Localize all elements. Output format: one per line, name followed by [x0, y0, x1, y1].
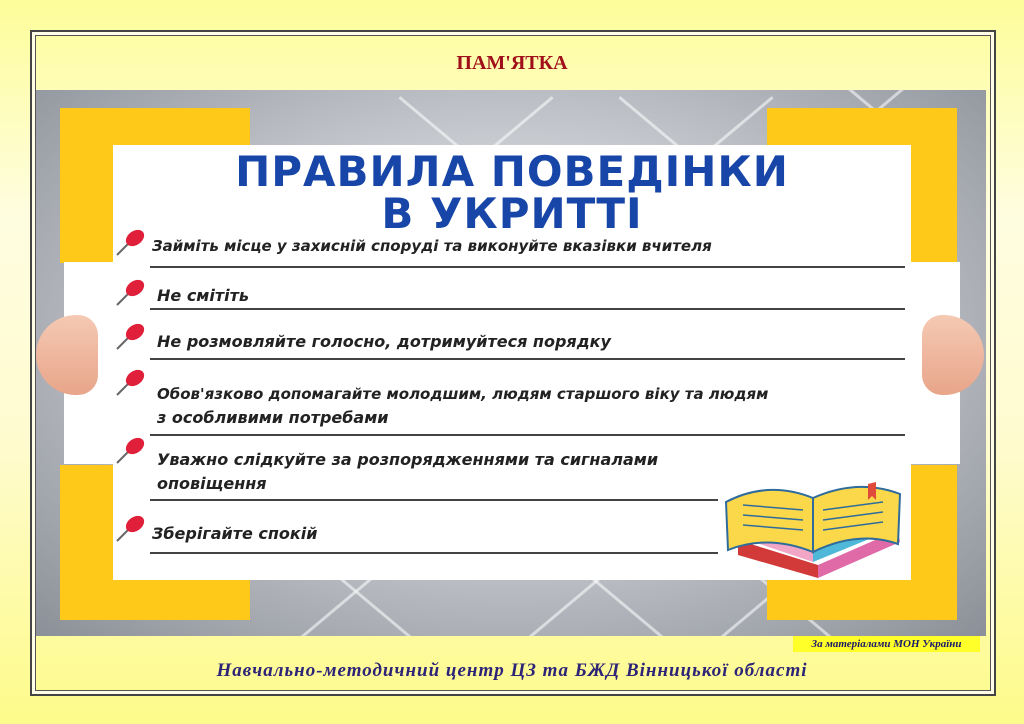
- footer-organization: Навчально-методичний центр ЦЗ та БЖД Вінницької області: [216, 660, 808, 681]
- pushpin-icon: [114, 322, 148, 352]
- source-note: За матеріалами МОН України: [793, 636, 980, 652]
- poster-title-line1: ПРАВИЛА ПОВЕДІНКИ: [235, 147, 789, 196]
- rule-underline-6: [150, 552, 718, 554]
- pushpin-icon: [114, 368, 148, 398]
- poster-title-line2: В УКРИТТІ: [381, 189, 643, 238]
- rule-item-5-line1: Уважно слідкуйте за розпорядженнями та сигналами: [157, 450, 659, 469]
- rule-underline-3: [150, 358, 905, 360]
- pushpin-icon: [114, 278, 148, 308]
- rule-underline-2: [150, 308, 905, 310]
- rule-underline-1: [150, 266, 905, 268]
- pushpin-icon: [114, 514, 148, 544]
- rule-item-1: Займіть місце у захисній споруді та виконуйте вказівки вчителя: [152, 237, 712, 255]
- rule-item-4-line2: з особливими потребами: [157, 408, 389, 427]
- rule-item-2: Не смітіть: [157, 286, 250, 305]
- open-book-icon: [718, 470, 908, 585]
- rule-item-5-line2: оповіщення: [157, 474, 267, 493]
- rule-item-3: Не розмовляйте голосно, дотримуйтеся порядку: [157, 332, 611, 351]
- rule-underline-4: [150, 434, 905, 436]
- rule-item-4-line1: Обов'язково допомагайте молодшим, людям старшого віку та людям: [157, 385, 769, 403]
- rule-item-6: Зберігайте спокій: [152, 524, 318, 543]
- rule-underline-5: [150, 499, 718, 501]
- pushpin-icon: [114, 228, 148, 258]
- page-title: ПАМ'ЯТКА: [456, 52, 568, 74]
- pushpin-icon: [114, 436, 148, 466]
